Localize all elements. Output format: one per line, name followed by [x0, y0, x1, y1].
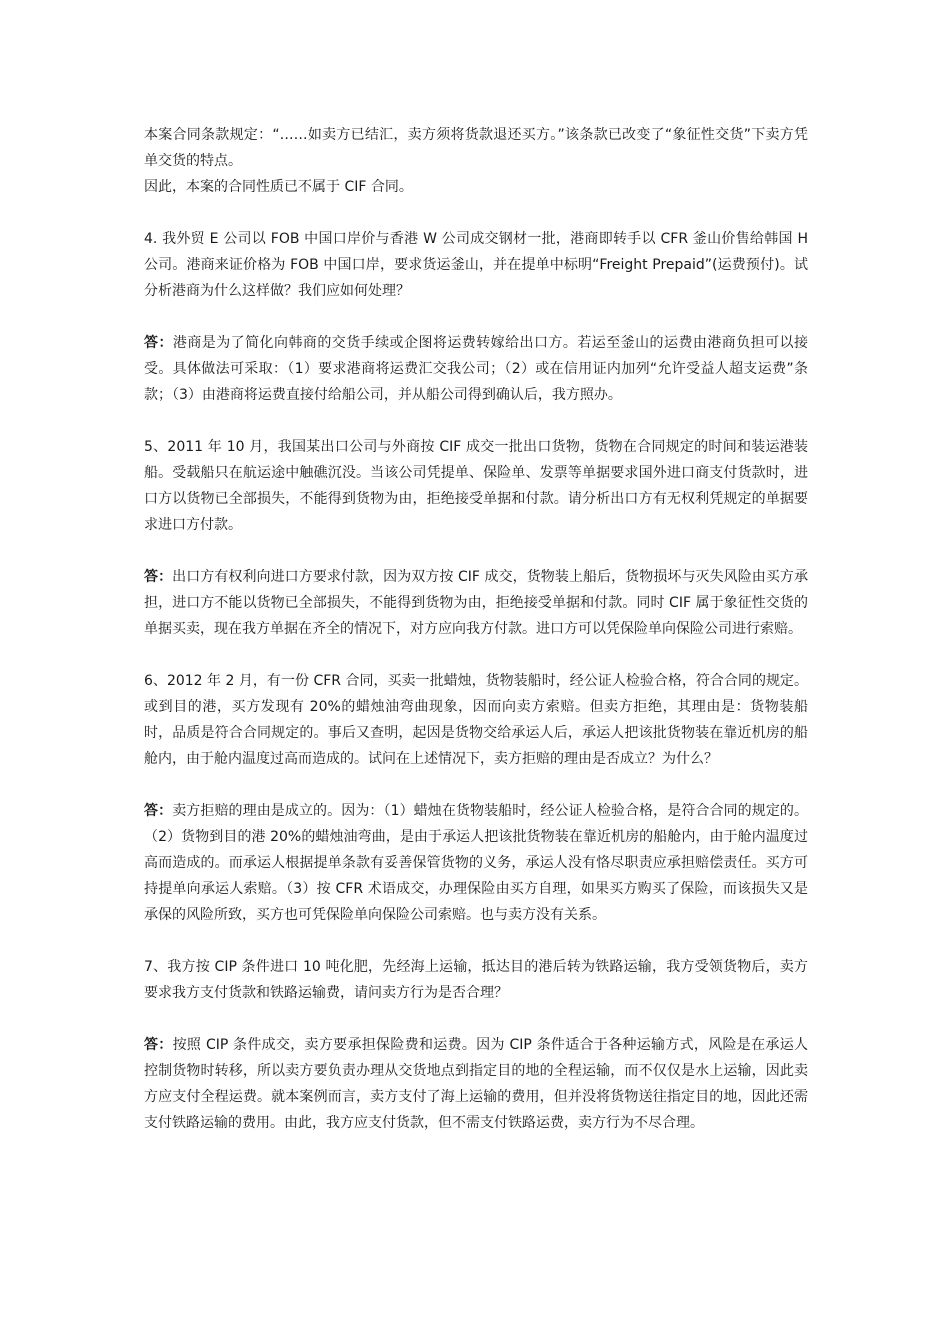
answer-7: [144, 1032, 808, 1136]
question-7: 7、我方按 CIP 条件进口 10 吨化肥，先经海上运输，抵达目的港后转为铁路运输，我方受领货物后，卖方要求我方支付货款和铁路运输费，请问卖方行为是否合理？: [144, 959, 808, 1001]
question-6: 6、2012 年 2 月，有一份 CFR 合同，买卖一批蜡烛，货物装船时，经公证人检验合格，符合合同的规定。或到目的港，买方发现有 20%的蜡烛油弯曲现象，因而向卖方索赔。但卖方拒绝，其理由是：货物装船时，品质是符合合同规定的。事后又查明，起因是货物交给承运人后，承运人把该批货物装在靠近机房的船舱内，由于舱内温度过高而造成的。试问在上述情况下，卖方拒赔的理由是否成立？为什么？: [144, 673, 808, 767]
intro-conclusion: 因此，本案的合同性质已不属于 CIF 合同。: [144, 179, 413, 195]
answer-4: [144, 330, 808, 408]
answer-5: [144, 564, 808, 642]
answer-5-text: 出口方有权利向进口方要求付款，因为双方按 CIF 成交，货物装上船后，货物损坏与灭失风险由买方承担，进口方不能以货物已全部损失，不能得到货物为由，拒绝接受单据和付款。同时 CIF 属于象征性交货的单据买卖，现在我方单据在齐全的情况下，对方应向我方付款。进口方可以凭保险单向保险公司进行索赔。: [144, 569, 808, 637]
answer-4-text: 港商是为了简化向韩商的交货手续或企图将运费转嫁给出口方。若运至釜山的运费由港商负担可以接受。具体做法可采取：（1）要求港商将运费汇交我公司；（2）或在信用证内加列“允许受益人超支运费”条款；（3）由港商将运费直接付给船公司，并从船公司得到确认后，我方照办。: [144, 335, 808, 403]
intro-paragraph: 本案合同条款规定：“……如卖方已结汇，卖方须将货款退还买方。”该条款已改变了“象征性交货”下卖方凭单交货的特点。: [144, 127, 808, 169]
question-5: 5、2011 年 10 月，我国某出口公司与外商按 CIF 成交一批出口货物，货物在合同规定的时间和装运港装船。受载船只在航运途中触礁沉没。当该公司凭提单、保险单、发票等单据要求国外进口商支付货款时，进口方以货物已全部损失，不能得到货物为由，拒绝接受单据和付款。请分析出口方有无权利凭规定的单据要求进口方付款。: [144, 439, 808, 533]
question-4: 4. 我外贸 E 公司以 FOB 中国口岸价与香港 W 公司成交钢材一批，港商即转手以 CFR 釜山价售给韩国 H 公司。港商来证价格为 FOB 中国口岸，要求货运釜山，并在提单中标明“Freight Prepaid”(运费预付)。试分析港商为什么这样做？我们应如何处理？: [144, 231, 808, 299]
answer-6: [144, 798, 808, 928]
answer-label: 答：: [144, 1037, 173, 1053]
answer-label: 答：: [144, 803, 173, 819]
answer-label: 答：: [144, 335, 173, 351]
answer-label: 答：: [144, 569, 173, 585]
answer-6-text: 卖方拒赔的理由是成立的。因为：（1）蜡烛在货物装船时，经公证人检验合格，是符合合同的规定的。（2）货物到目的港 20%的蜡烛油弯曲，是由于承运人把该批货物装在靠近机房的船舱内，由于舱内温度过高而造成的。而承运人根据提单条款有妥善保管货物的义务，承运人没有恪尽职责应承担赔偿责任。买方可持提单向承运人索赔。（3）按 CFR 术语成交，办理保险由买方自理，如果买方购买了保险，而该损失又是承保的风险所致，买方也可凭保险单向保险公司索赔。也与卖方没有关系。: [144, 803, 809, 923]
document-page: [144, 122, 808, 1136]
answer-7-text: 按照 CIP 条件成交，卖方要承担保险费和运费。因为 CIP 条件适合于各种运输方式，风险是在承运人控制货物时转移，所以卖方要负责办理从交货地点到指定目的地的全程运输，而不仅仅是水上运输，因此卖方应支付全程运费。就本案例而言，卖方支付了海上运输的费用，但并没将货物送往指定目的地，因此还需支付铁路运输的费用。由此，我方应支付货款，但不需支付铁路运费，卖方行为不尽合理。: [144, 1037, 809, 1131]
